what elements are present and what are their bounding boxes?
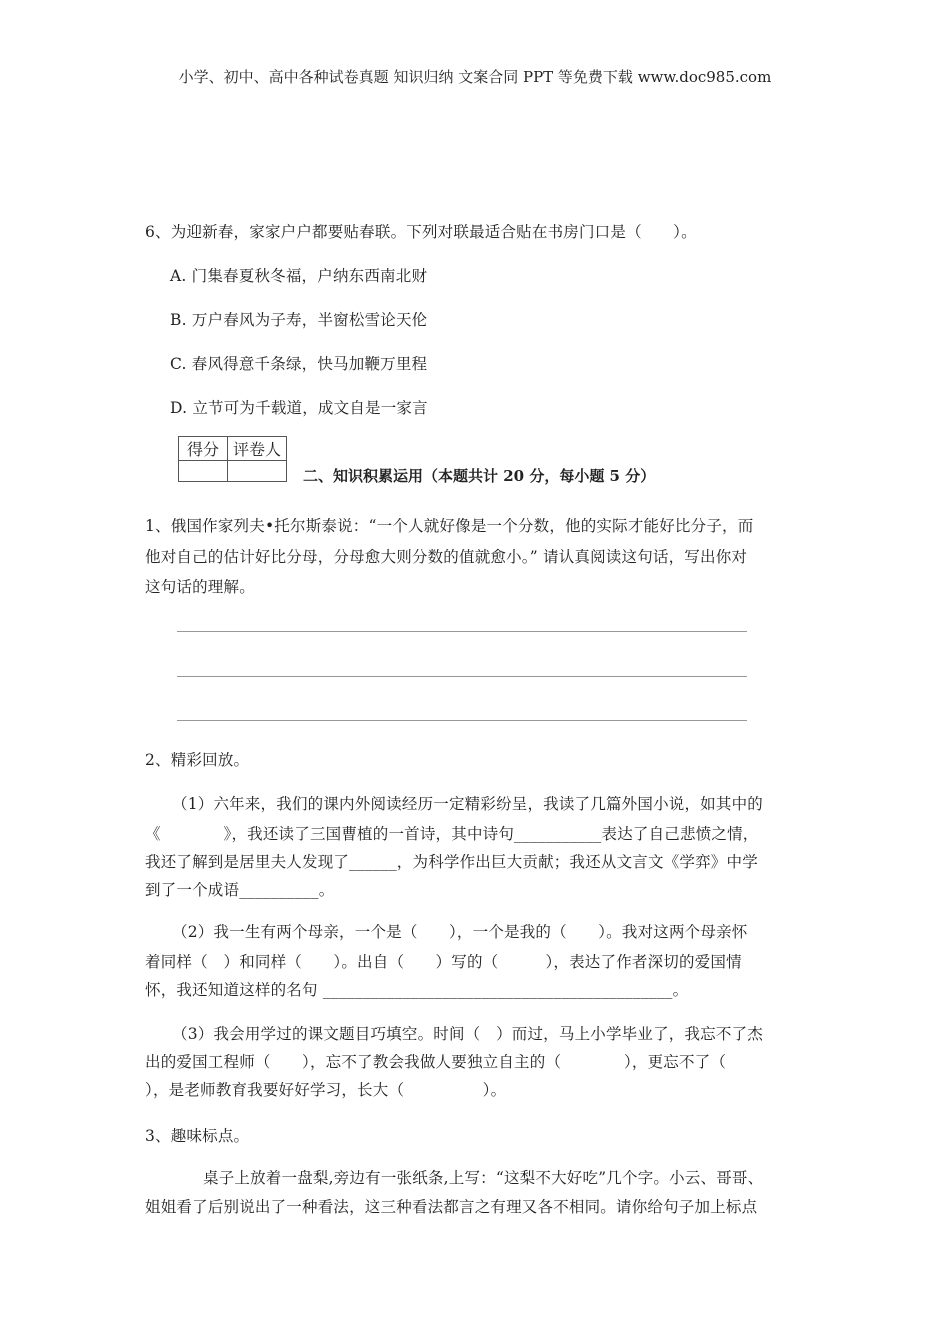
q2-p1-line-4: 到了一个成语__________。 bbox=[145, 881, 335, 899]
q2-p3-line-2: 出的爱国工程师（ ），忘不了教会我做人要独立自主的（ ），更忘不了（ bbox=[145, 1053, 727, 1071]
q2-p1-line-2: 《 》，我还读了三国曹植的一首诗，其中诗句___________表达了自己悲愤之情， bbox=[145, 825, 759, 843]
q6-option-b: B. 万户春风为子寿，半窗松雪论天伦 bbox=[170, 311, 428, 329]
score-box bbox=[178, 436, 287, 482]
q3-title: 3、趣味标点。 bbox=[145, 1127, 250, 1145]
q1-line-1: 1、俄国作家列夫•托尔斯泰说：“一个人就好像是一个分数，他的实际才能好比分子，而 bbox=[145, 517, 754, 535]
answer-line-1 bbox=[177, 631, 747, 632]
q2-p1-line-1: （1）六年来，我们的课内外阅读经历一定精彩纷呈，我读了几篇外国小说，如其中的 bbox=[172, 795, 763, 813]
q1-line-2: 他对自己的估计好比分母，分母愈大则分数的值就愈小。” 请认真阅读这句话，写出你对 bbox=[145, 548, 748, 566]
q2-p2-line-2: 着同样（ ）和同样（ ）。出自（ ）写的（ ），表达了作者深切的爱国情 bbox=[145, 953, 742, 971]
answer-line-2 bbox=[177, 676, 747, 677]
q6-option-d: D. 立节可为千载道，成文自是一家言 bbox=[170, 399, 428, 417]
q1-line-3: 这句话的理解。 bbox=[145, 578, 255, 596]
q2-title: 2、精彩回放。 bbox=[145, 751, 250, 769]
q6-option-c: C. 春风得意千条绿，快马加鞭万里程 bbox=[170, 355, 428, 373]
page-header: 小学、初中、高中各种试卷真题 知识归纳 文案合同 PPT 等免费下载 www.doc985.com bbox=[178, 68, 772, 86]
q2-p3-line-1: （3）我会用学过的课文题目巧填空。时间（ ）而过，马上小学毕业了，我忘不了杰 bbox=[172, 1025, 763, 1043]
q2-p2-line-1: （2）我一生有两个母亲，一个是（ ），一个是我的（ ）。我对这两个母亲怀 bbox=[172, 923, 748, 941]
q6-stem: 6、为迎新春，家家户户都要贴春联。下列对联最适合贴在书房门口是（ ）。 bbox=[145, 223, 697, 241]
section-2-title: 二、知识积累运用（本题共计 20 分，每小题 5 分） bbox=[303, 467, 656, 485]
q3-line-1: 桌子上放着一盘梨,旁边有一张纸条,上写：“这梨不大好吃”几个字。小云、哥哥、 bbox=[203, 1169, 764, 1187]
q2-p1-line-3: 我还了解到是居里夫人发现了______，为科学作出巨大贡献；我还从文言文《学弈》中学 bbox=[145, 853, 758, 871]
score-label: 得分 bbox=[179, 437, 228, 461]
q2-p3-line-3: ），是老师教育我要好好学习，长大（ ）。 bbox=[145, 1081, 507, 1099]
answer-line-3 bbox=[177, 720, 747, 721]
score-cell bbox=[179, 461, 228, 482]
q6-option-a: A. 门集春夏秋冬福，户纳东西南北财 bbox=[170, 267, 428, 285]
q2-p2-line-3: 怀，我还知道这样的名句 ____________________________________________。 bbox=[145, 981, 689, 999]
grader-label: 评卷人 bbox=[228, 437, 287, 461]
q3-line-2: 姐姐看了后别说出了一种看法，这三种看法都言之有理又各不相同。请你给句子加上标点 bbox=[145, 1198, 758, 1216]
grader-cell bbox=[228, 461, 287, 482]
